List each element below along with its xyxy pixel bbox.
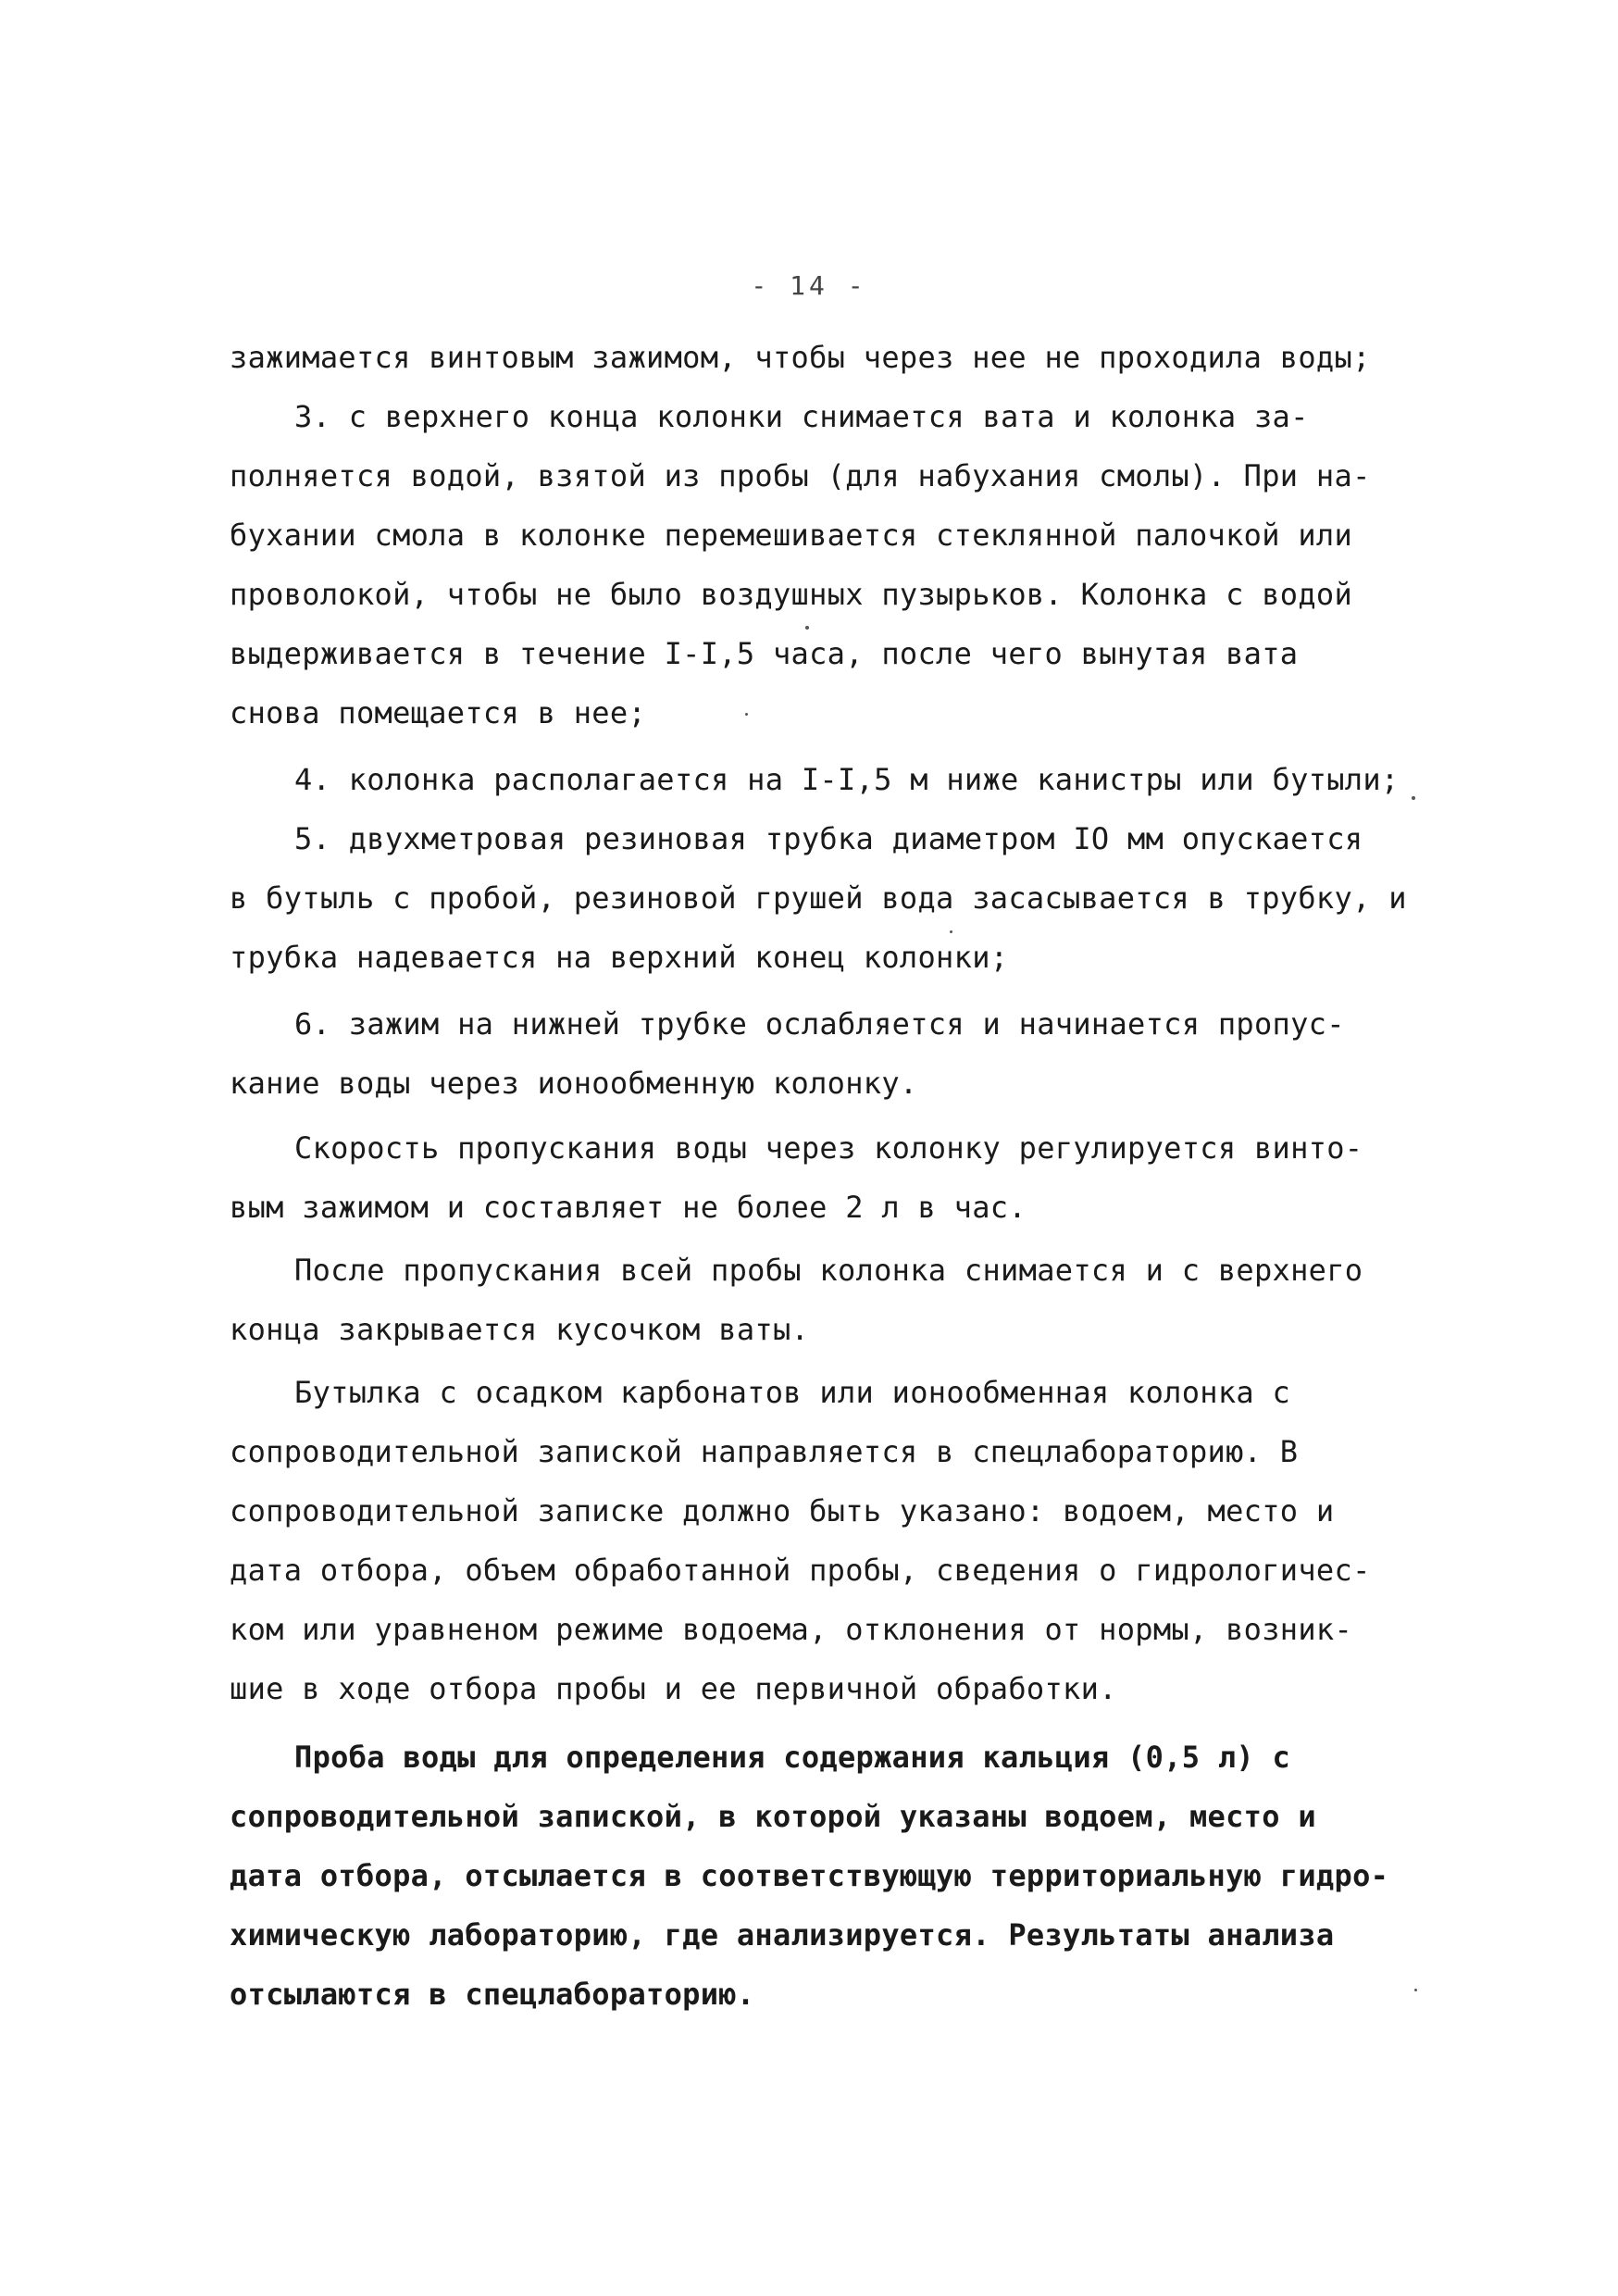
text-line-10: в бутыль с пробой, резиновой грушей вода засасывается в трубку, и	[230, 880, 1407, 916]
text-line-3: полняется водой, взятой из пробы (для набухания смолы). При на-	[230, 458, 1371, 493]
text-line-25: сопроводительной запиской, в которой указаны водоем, место и	[230, 1799, 1316, 1834]
text-line-5: проволокой, чтобы не было воздушных пузырьков. Колонка с водой	[230, 577, 1353, 612]
text-line-17: конца закрывается кусочком ваты.	[230, 1312, 810, 1347]
text-line-18: Бутылка с осадком карбонатов или ионообменная колонка с	[294, 1375, 1291, 1410]
text-line-13: кание воды через ионообменную колонку.	[230, 1066, 918, 1101]
text-line-21: дата отбора, объем обработанной пробы, сведения о гидрологичес-	[230, 1553, 1371, 1588]
text-line-24: Проба воды для определения содержания кальция (0,5 л) с	[294, 1740, 1291, 1775]
text-line-20: сопроводительной записке должно быть указано: водоем, место и	[230, 1493, 1335, 1529]
text-line-4: бухании смола в колонке перемешивается стеклянной палочкой или	[230, 518, 1353, 553]
scan-speck	[805, 626, 809, 630]
text-line-15: вым зажимом и составляет не более 2 л в час.	[230, 1190, 1027, 1225]
text-line-2: 3. с верхнего конца колонки снимается вата и колонка за-	[294, 399, 1309, 434]
text-line-9: 5. двухметровая резиновая трубка диаметром IO мм опускается	[294, 821, 1363, 856]
scan-speck	[745, 713, 748, 716]
text-line-11: трубка надевается на верхний конец колонки;	[230, 940, 1009, 975]
text-line-14: Скорость пропускания воды через колонку регулируется винто-	[294, 1130, 1363, 1166]
text-line-16: После пропускания всей пробы колонка снимается и с верхнего	[294, 1253, 1363, 1288]
text-line-23: шие в ходе отбора пробы и ее первичной обработки.	[230, 1671, 1117, 1706]
text-line-12: 6. зажим на нижней трубке ослабляется и начинается пропус-	[294, 1006, 1345, 1042]
text-line-19: сопроводительной запиской направляется в спецлабораторию. В	[230, 1434, 1299, 1469]
text-line-6: выдерживается в течение I-I,5 часа, после чего вынутая вата	[230, 636, 1299, 671]
text-line-7: снова помещается в нее;	[230, 695, 647, 730]
text-line-27: химическую лабораторию, где анализируется. Результаты анализа	[230, 1917, 1335, 1953]
text-line-8: 4. колонка располагается на I-I,5 м ниже канистры или бутыли;	[294, 762, 1400, 797]
text-line-26: дата отбора, отсылается в соответствующую территориальную гидро-	[230, 1858, 1389, 1893]
text-line-1: зажимается винтовым зажимом, чтобы через нее не проходила воды;	[230, 340, 1371, 375]
scan-speck	[1414, 1989, 1417, 1991]
scan-speck	[1412, 796, 1415, 800]
scan-speck	[950, 930, 952, 933]
page-number: - 14 -	[751, 270, 867, 301]
text-line-28: отсылаются в спецлабораторию.	[230, 1977, 755, 2012]
text-line-22: ком или уравненом режиме водоема, отклонения от нормы, возник-	[230, 1612, 1353, 1647]
